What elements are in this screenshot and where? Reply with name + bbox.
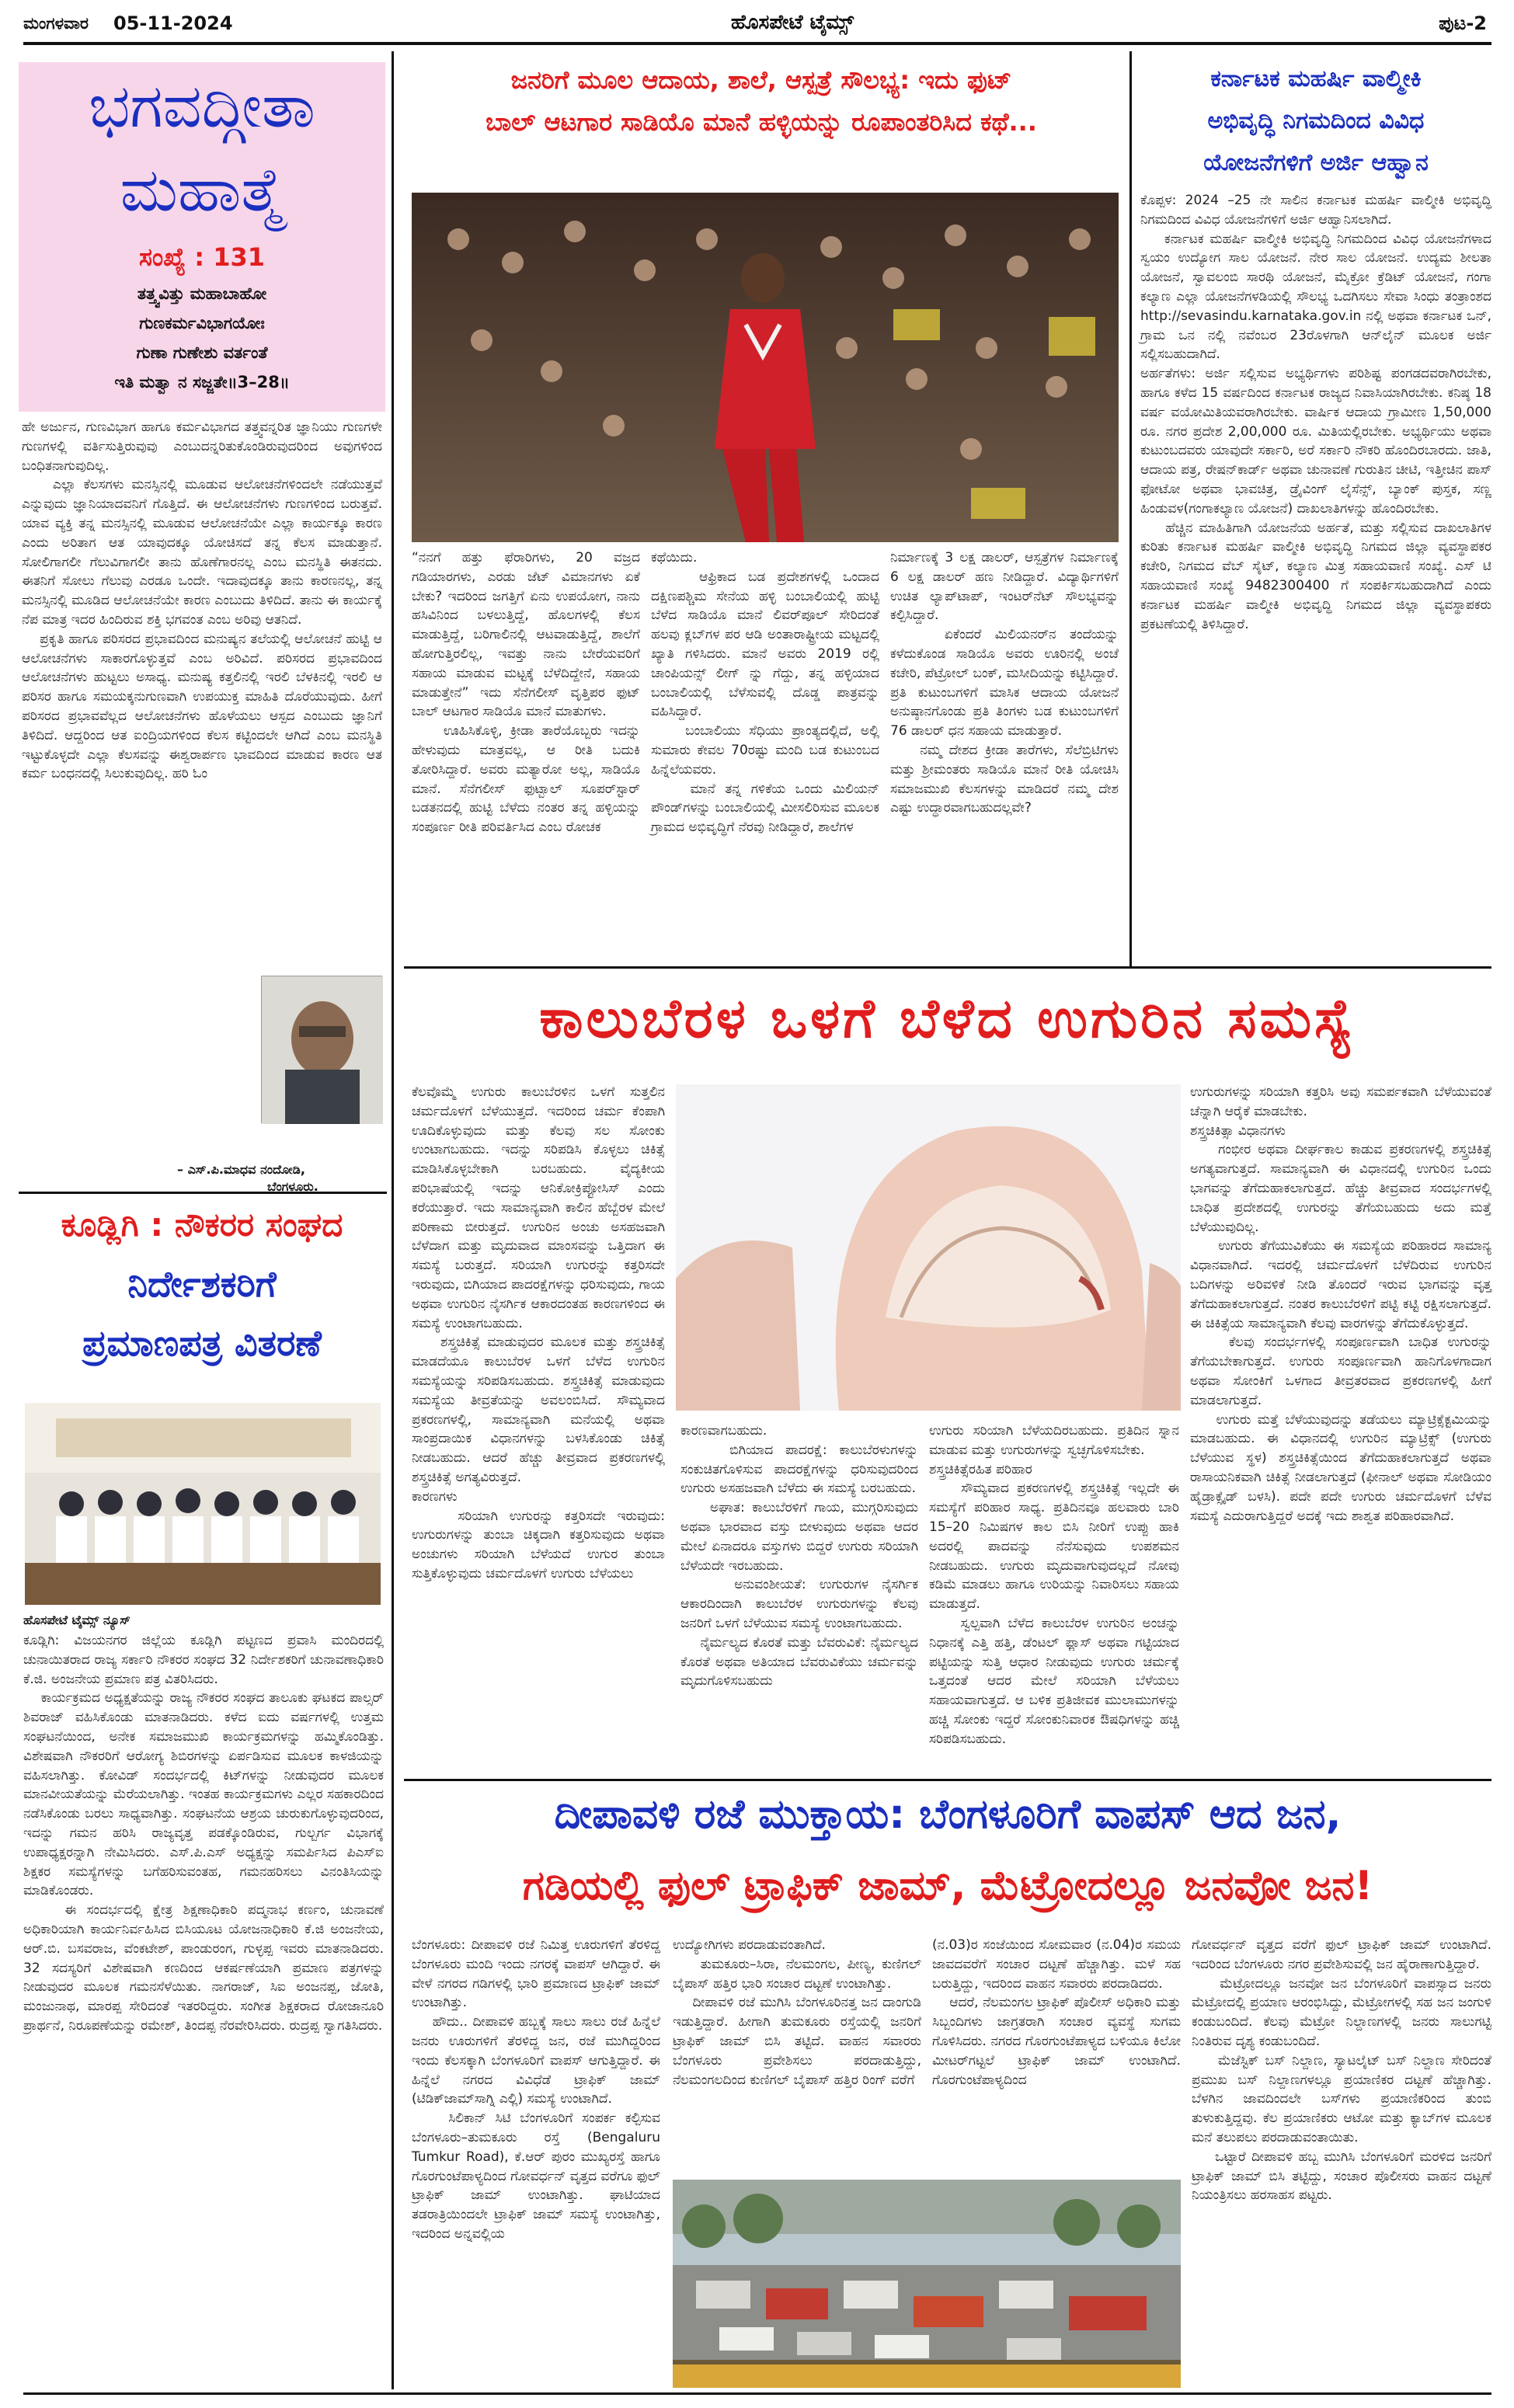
gita-body-text: ಹೇ ಅರ್ಜುನ, ಗುಣವಿಭಾಗ ಹಾಗೂ ಕರ್ಮವಿಭಾಗದ ತತ್ತ್ವವನ್ನರಿತ ಜ್ಞಾನಿಯು ಗುಣಗಳೇ ಗುಣಗಳಲ್ಲಿ ವರ್ತಿಸುತ್ತಿರುವುವು ಎಂಬುದನ್ನರಿತುಕೊಂಡಿರುವುದರಿಂದ ಅವುಗಳಿಂದ ಬಂಧಿತನಾಗುವುದಿಲ್ಲ. ಎಲ್ಲಾ ಕೆಲಸಗಳು ಮನಸ್ಸಿನಲ್ಲಿ ಮೂಡುವ ಆಲೋಚನೆಗಳಿಂದಲೇ ನಡೆಯುತ್ತವೆ ಎನ್ನುವುದು ಜ್ಞಾನಿಯಾದವನಿಗೆ ಗೊತ್ತಿದೆ. ಈ ಆಲೋಚನೆಗಳು ಗುಣಗಳಿಂದ ಬರುತ್ತವೆ. ಯಾವ ವ್ಯಕ್ತಿ ತನ್ನ ಮನಸ್ಸಿನಲ್ಲಿ ಮೂಡುವ ಆಲೋಚನೆಯೇ ಎಲ್ಲಾ ಕಾರ್ಯಕ್ಕೂ ಕಾರಣ ಎಂದು ಅರಿತಾಗ ಆತ ಯಾವುದಕ್ಕೂ ಯೋಚಿಸದೆ ತನ್ನ ಕೆಲಸ ಮಾಡುತ್ತಾನೆ. ಸೋಲಿಗಾಗಲೀ ಗೆಲುವಿಗಾಗಲೀ ತಾನು ಹೊಣೆಗಾರನಲ್ಲ ಎಂಬ ಮನಸ್ಥಿತಿ ಈತನದು. ಈತನಿಗೆ ಸೋಲು ಗೆಲುವು ಎರಡೂ ಒಂದೇ. ಇದಾವುದಕ್ಕೂ ತಾನು ಕಾರಣನಲ್ಲ, ತನ್ನ ಮನಸ್ಸಿನಲ್ಲಿ ಮೂಡಿದ ಆಲೋಚನೆಯೇ ಕಾರಣ ಎಂಬುದು ತಿಳಿದಿದೆ. ತಾನು ಈ ಕಾರ್ಯಕ್ಕೆ ನೆಪ ಮಾತ್ರ ಇದರ ಹಿಂದಿರುವ ಶಕ್ತಿ ಭಗವಂತ ಎಂಬ ಅರಿವು ಆತನಿದೆ. ಪ್ರಕೃತಿ ಹಾಗೂ ಪರಿಸರದ ಪ್ರಭಾವದಿಂದ ಮನುಷ್ಯನ ತಲೆಯಲ್ಲಿ ಆಲೋಚನೆ ಹುಟ್ಟಿ ಆ ಆಲೋಚನೆಗಳು ಸಾಕಾರಗೊಳ್ಳುತ್ತವೆ ಎಂಬ ಅರಿವಿದೆ. ಪರಿಸರದ ಪ್ರಭಾವದಿಂದ ಆಲೋಚನೆಗಳು ಹುಟ್ಟಲು ಅಸಾಧ್ಯ. ಮನುಷ್ಯ ಕತ್ತಲಿನಲ್ಲಿ ಇರಲಿ ಬೆಳಕಿನಲ್ಲಿ ಇರಲಿ ಆ ಪರಿಸರ ಹಾಗೂ ಸಮಯಕ್ಕನುಗುಣವಾಗಿ ಉಪಯುಕ್ತ ಮಾಹಿತಿ ದೊರೆಯುವುದು. ಹೀಗೆ ಪರಿಸರದ ಪ್ರಭಾವವೆಲ್ಲದ ಆಲೋಚನೆಗಳು ಹೊಳೆಯಲು ಆಸ್ಪದ ಎಂಬುದು ಜ್ಞಾನಿಗೆ ತಿಳಿದಿದೆ. ಆದ್ದರಿಂದ ಆತ ಐಂದ್ರಿಯಗಳಿಂದ ಕೆಲಸ ಕಟ್ಟಿಂದಲೇ ಆಗಿದೆ ಎಂಬ ಮನಸ್ಥಿತಿ ಇಟ್ಟುಕೊಳ್ಳದೇ ಎಲ್ಲಾ ಕೆಲಸವನ್ನು ಈಶ್ವರಾರ್ಪಣ ಭಾವದಿಂದ ಮಾಡುವ ಕಾರಣ ಆತ ಕರ್ಮ ಬಂಧನದಲ್ಲಿ ಸಿಲುಕುವುದಿಲ್ಲ. ಹರಿ ಓಂ — [22, 419, 382, 782]
valmiki-headline-2: ಅಭಿವೃದ್ಧಿ ನಿಗಮದಿಂದ ವಿವಿಧ — [1207, 107, 1425, 134]
divider-nail-bottom — [404, 1779, 1491, 1781]
masthead-page-number: ಪುಟ-2 — [1439, 12, 1487, 34]
gita-verse-line-1: ತತ್ತ್ವವಿತ್ತು ಮಹಾಬಾಹೋ — [137, 284, 267, 303]
divider-football-bottom — [404, 966, 1491, 969]
nail-col-4: ಉಗುರುಗಳನ್ನು ಸರಿಯಾಗಿ ಕತ್ತರಿಸಿ ಅವು ಸಮರ್ಪಕವಾಗಿ ಬೆಳೆಯುವಂತೆ ಚೆನ್ನಾಗಿ ಆರೈಕೆ ಮಾಡಬೇಕು. ಶಸ್ತ್ರಚಿಕಿತ್ಸಾ ವಿಧಾನಗಳು ಗಂಭೀರ ಅಥವಾ ದೀರ್ಘಕಾಲ ಕಾಡುವ ಪ್ರಕರಣಗಳಲ್ಲಿ ಶಸ್ತ್ರಚಿಕಿತ್ಸೆ ಅಗತ್ಯವಾಗುತ್ತದೆ. ಸಾಮಾನ್ಯವಾಗಿ ಈ ವಿಧಾನದಲ್ಲಿ ಉಗುರಿನ ಒಂದು ಭಾಗವನ್ನು ತೆಗೆದುಹಾಕಲಾಗುತ್ತದೆ. ಹೆಚ್ಚು ತೀವ್ರವಾದ ಸಂದರ್ಭಗಳಲ್ಲಿ ಬಾಧಿತ ಪ್ರದೇಶದಲ್ಲಿ ಉಗುರನ್ನು ತೆಗೆಯಬಹುದು ಅದು ಮತ್ತೆ ಬೆಳೆಯುವುದಿಲ್ಲ. ಉಗುರು ತೆಗೆಯುವಿಕೆಯು ಈ ಸಮಸ್ಯೆಯ ಪರಿಹಾರದ ಸಾಮಾನ್ಯ ವಿಧಾನವಾಗಿದೆ. ಇದರಲ್ಲಿ ಚರ್ಮದೊಳಗೆ ಬೆಳೆದಿರುವ ಉಗುರಿನ ಬದಿಗಳನ್ನು ಅರಿವಳಿಕೆ ನೀಡಿ ತೊಂದರೆ ಇರುವ ಭಾಗವನ್ನು ವೃತ್ತ ತೆಗೆದುಹಾಕಲಾಗುತ್ತದೆ. ನಂತರ ಕಾಲುಬೆರಳಿಗೆ ಪಟ್ಟಿ ಕಟ್ಟಿ ರಕ್ಷಿಸಲಾಗುತ್ತದೆ. ಈ ಚಿಕಿತ್ಸೆಯ ಸಾಮಾನ್ಯವಾಗಿ ಕೆಲವು ವಾರಗಳನ್ನು ತೆಗೆದುಕೊಳ್ಳುತ್ತದೆ. ಕೆಲವು ಸಂದರ್ಭಗಳಲ್ಲಿ ಸಂಪೂರ್ಣವಾಗಿ ಬಾಧಿತ ಉಗುರನ್ನು ತೆಗೆಯಬೇಕಾಗುತ್ತದೆ. ಉಗುರು ಸಂಪೂರ್ಣವಾಗಿ ಹಾನಿಗೊಳಗಾದಾಗ ಅಥವಾ ಸೋಂಕಿಗೆ ಒಳಗಾದ ತೀವ್ರತರವಾದ ಪ್ರಕರಣಗಳಲ್ಲಿ ಹೀಗೆ ಮಾಡಲಾಗುತ್ತದೆ. ಉಗುರು ಮತ್ತೆ ಬೆಳೆಯುವುದನ್ನು ತಡೆಯಲು ಮ್ಯಾಟ್ರಿಕ್ಸೆಕ್ಟಮಿಯನ್ನು ಮಾಡಬಹುದು. ಈ ವಿಧಾನದಲ್ಲಿ ಉಗುರಿನ ಮ್ಯಾಟ್ರಿಕ್ಸ್ (ಉಗುರು ಬೆಳೆಯುವ ಸ್ಥಳ) ಶಸ್ತ್ರಚಿಕಿತ್ಸೆಯಿಂದ ತೆಗೆದುಹಾಕಲಾಗುತ್ತದೆ ಅಥವಾ ರಾಸಾಯನಿಕವಾಗಿ ಚಿಕಿತ್ಸೆ ನೀಡಲಾಗುತ್ತದೆ (ಫೀನಾಲ್ ಅಥವಾ ಸೋಡಿಯಂ ಹೈಡ್ರಾಕ್ಸೈಡ್ ಬಳಸಿ). ಪದೇ ಪದೇ ಉಗುರು ಚರ್ಮದೊಳಗೆ ಬೆಳೆವ ಸಮಸ್ಯೆ ಎದುರಾಗುತ್ತಿದ್ದರೆ ಅದಕ್ಕೆ ಇದು ಶಾಶ್ವತ ಪರಿಹಾರವಾಗಿದೆ. — [1190, 1084, 1491, 1524]
gita-body-wrap — [22, 418, 382, 1055]
masthead-day: ಮಂಗಳವಾರ — [23, 14, 89, 33]
kudligi-body-text: ಕೂಡ್ಲಿಗಿ: ವಿಜಯನಗರ ಜಿಲ್ಲೆಯ ಕೂಡ್ಲಿಗಿ ಪಟ್ಟಣದ ಪ್ರವಾಸಿ ಮಂದಿರದಲ್ಲಿ ಚುನಾಯಿತರಾದ ರಾಜ್ಯ ಸರ್ಕಾರಿ ನೌಕರರ ಸಂಘದ 32 ನಿರ್ದೇಶಕರಿಗೆ ಚುನಾವಣಾಧಿಕಾರಿ ಕೆ.ಜಿ. ಅಂಜನೇಯ ಪ್ರಮಾಣ ಪತ್ರ ವಿತರಿಸಿದರು. ಕಾರ್ಯಕ್ರಮದ ಅಧ್ಯಕ್ಷತೆಯನ್ನು ರಾಜ್ಯ ನೌಕರರ ಸಂಘದ ತಾಲೂಕು ಘಟಕದ ಪಾಲ್ಸರ್ ಶಿವರಾಜ್ ವಹಿಸಿಕೊಂಡು ಮಾತನಾಡಿದರು. ಕಳೆದ ಐದು ವರ್ಷಗಳಲ್ಲಿ ಉತ್ತಮ ಸಂಘಟನೆಯಿಂದ, ಅನೇಕ ಸಮಾಜಮುಖಿ ಕಾರ್ಯಕ್ರಮಗಳನ್ನು ಹಮ್ಮಿಕೊಂಡಿತ್ತು. ವಿಶೇಷವಾಗಿ ನೌಕರರಿಗೆ ಆರೋಗ್ಯ ಶಿಬಿರಗಳನ್ನು ಏರ್ಪಡಿಸುವ ಮೂಲಕ ಕಾಳಜಿಯನ್ನು ವಹಿಸಲಾಗಿತ್ತು. ಕೋವಿಡ್ ಸಂದರ್ಭದಲ್ಲಿ ಕಿಟ್‌ಗಳನ್ನು ನೀಡುವುದರ ಮೂಲಕ ಮಾನವೀಯತೆಯನ್ನು ಮೆರೆಯಲಾಗಿತ್ತು. ಇಂತಹ ಕಾರ್ಯಕ್ರಮಗಳು ಎಲ್ಲರ ಸಹಕಾರದಿಂದ ನಡೆಸಿಕೊಂಡು ಬರಲು ಸಾಧ್ಯವಾಗಿತ್ತು. ಸಂಘಟನೆಯ ಆಶ್ರಯ ಚುರುಕುಗೊಳ್ಳುವುದರಿಂದ, ಇದನ್ನು ಗಮನ ಹರಿಸಿ ರಾಜ್ಯವೃತ್ತ ಪಡಕ್ಕೊಂಡಿರುವ, ಗುಲ್ಬರ್ಗ ವಿಭಾಗಕ್ಕೆ ಉಪಾಧ್ಯಕ್ಷರನ್ನಾಗಿ ನೇಮಿಸಿದರು. ಎಸ್.ಪಿ.ಎಸ್ ಅಧ್ಯಕ್ಷನ್ನು ಸಮರ್ಪಿಸಿದ ಪಿಎಸ್ಐ ಶಿಕ್ಷಕರ ಸಮಸ್ಯೆಗಳನ್ನು ಬಗೆಹರಿಸುವಂತಹ, ಗಮನಹರಿಸಲು ವಿನಂತಿಸಿಯನ್ನು ಮಾಡಿಕೊಂಡರು. ಈ ಸಂದರ್ಭದಲ್ಲಿ ಕ್ಷೇತ್ರ ಶಿಕ್ಷಣಾಧಿಕಾರಿ ಪದ್ಮನಾಭ ಕರ್ಣಂ, ಚುನಾವಣೆ ಅಧಿಕಾರಿಯಾಗಿ ಕಾರ್ಯನಿರ್ವಹಿಸಿದ ಬಿಸಿಯೂಟ ಯೋಜನಾಧಿಕಾರಿ ಕೆ.ಜಿ ಅಂಜನೇಯ, ಆರ್.ಬಿ. ಬಸವರಾಜ, ವೆಂಕಟೇಶ್, ಪಾಂಡುರಂಗ, ಗುಳ್ಳಪ್ಪ ಇವರು ಮಾತನಾಡಿದರು. 32 ಸದಸ್ಯರಿಗೆ ವಿಶೇಷವಾಗಿ ಕಣದಿಂದ ಆಕರ್ಷಣೆಯಾಗಿ ಪ್ರಮಾಣ ಪತ್ರಗಳನ್ನು ನೀಡುವುದರ ಮೂಲಕ ಗಮನಸೆಳೆಯಿತು. ನಾಗರಾಜ್, ಸಿಐ ಅಂಜನಪ್ಪ, ಜೋತಿ, ಮಂಜುನಾಥ, ಮಾರಪ್ಪ ಸೇರಿದಂತೆ ಇತರರಿದ್ದರು. ಸಂಗೀತ ಶಿಕ್ಷಕರಾದ ರೋಜಾನೂರಿ ಪ್ರಾರ್ಥನೆ, ನಿರೂಪಣೆಯನ್ನು ರಮೇಶ್, ತಿಂದಪ್ಪ ನೆರವೇರಿಸಿದರು. ರುದ್ರಪ್ಪ ಸ್ವಾಗತಿಸಿದರು. — [23, 1633, 384, 2034]
deepavali-headline-2: ಗಡಿಯಲ್ಲಿ ಫುಲ್ ಟ್ರಾಫಿಕ್ ಜಾಮ್, ಮೆಟ್ರೋದಲ್ಲೂ ಜನವೋ ಜನ! — [522, 1863, 1373, 1909]
gita-author-place: ಬೆಂಗಳೂರು. — [267, 1179, 318, 1194]
valmiki-headline-1: ಕರ್ನಾಟಕ ಮಹರ್ಷಿ ವಾಲ್ಮೀಕಿ — [1210, 65, 1422, 92]
divider-gita-bottom — [19, 1192, 387, 1194]
gita-verse-line-4: ಇತಿ ಮತ್ವಾ ನ ಸಜ್ಜತೇ॥3–28॥ — [114, 373, 290, 391]
deepavali-traffic-photo — [673, 2180, 1181, 2388]
masthead-paper-name: ಹೊಸಪೇಟೆ ಟೈಮ್ಸ್ — [730, 11, 854, 34]
divider-left — [392, 51, 394, 2389]
deepavali-col-1: ಬೆಂಗಳೂರು: ದೀಪಾವಳಿ ರಜೆ ನಿಮಿತ್ತ ಊರುಗಳಿಗೆ ತೆರಳಿದ್ದ ಬೆಂಗಳೂರು ಮಂದಿ ಇಂದು ನಗರಕ್ಕೆ ವಾಪಸ್ ಆಗಿದ್ದಾರೆ. ಈ ವೇಳೆ ನಗರದ ಗಡಿಗಳಲ್ಲಿ ಭಾರಿ ಪ್ರಮಾಣದ ಟ್ರಾಫಿಕ್ ಜಾಮ್ ಉಂಟಾಗಿತ್ತು. ಹೌದು.. ದೀಪಾವಳಿ ಹಬ್ಬಕ್ಕೆ ಸಾಲು ಸಾಲು ರಜೆ ಹಿನ್ನೆಲೆ ಜನರು ಊರುಗಳಿಗೆ ತೆರಳಿದ್ದ ಜನ, ರಜೆ ಮುಗಿದ್ದರಿಂದ ಇಂದು ಕೆಲಸಕ್ಕಾಗಿ ಬೆಂಗಳೂರಿಗೆ ವಾಪಸ್ ಆಗುತ್ತಿದ್ದಾರೆ. ಈ ಹಿನ್ನೆಲೆ ನಗರದ ವಿವಿಧೆಡೆ ಟ್ರಾಫಿಕ್ ಜಾಮ್ (ಟಿಡಿಕ್‌ಜಾಮ್‌ಸಾಗ್ನಿ ಎಲ್ಲಿ) ಸಮಸ್ಯೆ ಉಂಟಾಗಿದೆ. ಸಿಲಿಕಾನ್ ಸಿಟಿ ಬೆಂಗಳೂರಿಗೆ ಸಂಪರ್ಕ ಕಲ್ಪಿಸುವ ಬೆಂಗಳೂರು–ತುಮಕೂರು ರಸ್ತೆ (Bengaluru Tumkur Road), ಕೆ.ಆರ್ ಪುರಂ ಮುಖ್ಯರಸ್ತೆ ಹಾಗೂ ಗೊರಗುಂಟೆಪಾಳ್ಯದಿಂದ ಗೋವರ್ಧನ್ ವೃತ್ತದ ವರೆಗೂ ಫುಲ್ ಟ್ರಾಫಿಕ್ ಜಾಮ್ ಉಂಟಾಗಿತ್ತು. ಘಾಟಿಯಾದ ತಡರಾತ್ರಿಯಿಂದಲೇ ಟ್ರಾಫಿಕ್ ಜಾಮ್ ಸಮಸ್ಯೆ ಉಂಟಾಗಿತ್ತು, ಇದರಿಂದ ಅನ್ನವಲ್ಲಿಯ — [412, 1937, 660, 2242]
football-headline-2: ಬಾಲ್ ಆಟಗಾರ ಸಾಡಿಯೊ ಮಾನೆ ಹಳ್ಳಿಯನ್ನು ರೂಪಾಂತರಿಸಿದ ಕಥೆ... — [486, 107, 1037, 137]
kudligi-headline-3: ಪ್ರಮಾಣಪತ್ರ ವಿತರಣೆ — [82, 1322, 322, 1364]
football-col-1: “ನನಗೆ ಹತ್ತು ಫೆರಾರಿಗಳು, 20 ವಜ್ರದ ಗಡಿಯಾರಗಳು, ಎರಡು ಜೆಟ್ ವಿಮಾನಗಳು ಏಕೆ ಬೇಕು? ಇದರಿಂದ ಜಗತ್ತಿಗೆ ಏನು ಉಪಯೋಗ, ನಾನು ಹಸಿವಿನಿಂದ ಬಳಲುತ್ತಿದ್ದೆ, ಹೊಲಗಳಲ್ಲಿ ಕೆಲಸ ಮಾಡುತ್ತಿದ್ದೆ, ಬರಿಗಾಲಿನಲ್ಲಿ ಆಟವಾಡುತ್ತಿದ್ದೆ, ಶಾಲೆಗೆ ಹೋಗುತ್ತಿರಲಿಲ್ಲ, ಇವತ್ತು ನಾನು ಬೇರೆಯವರಿಗೆ ಸಹಾಯ ಮಾಡುವ ಮಟ್ಟಕ್ಕೆ ಬೆಳೆದಿದ್ದೇನೆ, ಸಹಾಯ ಮಾಡುತ್ತೇನೆ” ಇದು ಸೆನೆಗಲೀಸ್ ವೃತ್ತಿಪರ ಫುಟ್ ಬಾಲ್ ಆಟಗಾರ ಸಾಡಿಯೊ ಮಾನೆ ಮಾತುಗಳು. ಊಹಿಸಿಕೊಳ್ಳಿ, ಕ್ರೀಡಾ ತಾರೆಯೊಬ್ಬರು ಇದನ್ನು ಹೇಳುವುದು ಮಾತ್ರವಲ್ಲ, ಆ ರೀತಿ ಬದುಕಿ ತೋರಿಸಿದ್ದಾರೆ. ಅವರು ಮತ್ಯಾರೋ ಅಲ್ಲ, ಸಾಡಿಯೊ ಮಾನೆ. ಸೆನೆಗಲೀಸ್ ಫುಟ್ಬಾಲ್ ಸೂಪರ್‌ಸ್ಟಾರ್ ಬಡತನದಲ್ಲಿ ಹುಟ್ಟಿ ಬೆಳೆದು ನಂತರ ತನ್ನ ಹಳ್ಳಿಯನ್ನು ಸಂಪೂರ್ಣ ರೀತಿ ಪರಿವರ್ತಿಸಿದ ಎಂಬ ರೋಚಕ — [412, 550, 640, 836]
footer-rule — [23, 2392, 1491, 2395]
valmiki-headline-3: ಯೋಜನೆಗಳಿಗೆ ಅರ್ಜಿ ಆಹ್ವಾನ — [1203, 149, 1429, 176]
masthead — [23, 11, 1491, 39]
football-col-2: ಕಥೆಯಿದು. ಆಫ್ರಿಕಾದ ಬಡ ಪ್ರದೇಶಗಳಲ್ಲಿ ಒಂದಾದ ದಕ್ಷಿಣಪಶ್ಚಿಮ ಸೇನೆಯ ಹಳ್ಳಿ ಬಂಬಾಲಿಯಲ್ಲಿ ಹುಟ್ಟಿ ಬೆಳೆದ ಸಾಡಿಯೊ ಮಾನೆ ಲಿವರ್‌ಪೂಲ್ ಸೇರಿದಂತೆ ಹಲವು ಕ್ಲಬ್‌ಗಳ ಪರ ಆಡಿ ಅಂತಾರಾಷ್ಟ್ರೀಯ ಮಟ್ಟದಲ್ಲಿ ಖ್ಯಾತಿ ಗಳಿಸಿದರು. ಮಾನೆ ಅವರು 2019 ರಲ್ಲಿ ಚಾಂಪಿಯನ್ಸ್ ಲೀಗ್ ನ್ನು ಗೆದ್ದು, ತನ್ನ ಹಳ್ಳಿಯಾದ ಬಂಬಾಲಿಯಲ್ಲಿ ಬೆಳೆಸುವಲ್ಲಿ ದೊಡ್ಡ ಪಾತ್ರವನ್ನು ವಹಿಸಿದ್ದಾರೆ. ಬಂಬಾಲಿಯು ಸೆಧಿಯು ಪ್ರಾಂತ್ಯದಲ್ಲಿದೆ, ಅಲ್ಲಿ ಸುಮಾರು ಕೇವಲ 70ರಷ್ಟು ಮಂದಿ ಬಡ ಕುಟುಂಬದ ಹಿನ್ನೆಲೆಯವರು. ಮಾನೆ ತನ್ನ ಗಳಿಕೆಯ ಒಂದು ಮಿಲಿಯನ್ ಪೌಂಡ್‌ಗಳನ್ನು ಬಂಬಾಲಿಯಲ್ಲಿ ಮೀಸಲಿರಿಸುವ ಮೂಲಕ ಗ್ರಾಮದ ಅಭಿವೃದ್ಧಿಗೆ ನೆರವು ನೀಡಿದ್ದಾರೆ, ಶಾಲೆಗಳ — [651, 550, 879, 836]
gita-verse-number: ಸಂಖ್ಯೆ : 131 — [138, 242, 266, 272]
football-col-3: ನಿರ್ಮಾಣಕ್ಕೆ 3 ಲಕ್ಷ ಡಾಲರ್, ಆಸ್ಪತ್ರೆಗಳ ನಿರ್ಮಾಣಕ್ಕೆ 6 ಲಕ್ಷ ಡಾಲರ್ ಹಣ ನೀಡಿದ್ದಾರೆ. ವಿದ್ಯಾರ್ಥಿಗಳಿಗೆ ಉಚಿತ ಲ್ಯಾಪ್‌ಟಾಪ್, ಇಂಟರ್‌ನೆಟ್ ಸೌಲಭ್ಯವನ್ನು ಕಲ್ಪಿಸಿದ್ದಾರೆ. ಏಕೆಂದರೆ ಮಿಲಿಯನರ್‌ನ ತಂದೆಯನ್ನು ಕಳೆದುಕೊಂಡ ಸಾಡಿಯೊ ಅವರು ಊರಿನಲ್ಲಿ ಅಂಚೆ ಕಚೇರಿ, ಪೆಟ್ರೋಲ್ ಬಂಕ್, ಮಸೀದಿಯನ್ನು ಕಟ್ಟಿಸಿದ್ದಾರೆ. ಪ್ರತಿ ಕುಟುಂಬಗಳಿಗೆ ಮಾಸಿಕ ಆದಾಯ ಯೋಜನೆ ಅನುಷ್ಠಾನಗೊಂಡು ಪ್ರತಿ ತಿಂಗಳು ಬಡ ಕುಟುಂಬಗಳಿಗೆ 76 ಡಾಲರ್ ಧನ ಸಹಾಯ ಮಾಡುತ್ತಾರೆ. ನಮ್ಮ ದೇಶದ ಕ್ರೀಡಾ ತಾರೆಗಳು, ಸೆಲೆಬ್ರಿಟಿಗಳು ಮತ್ತು ಶ್ರೀಮಂತರು ಸಾಡಿಯೊ ಮಾನೆ ರೀತಿ ಯೋಚಿಸಿ ಸಮಾಜಮುಖಿ ಕೆಲಸಗಳನ್ನು ಮಾಡಿದರೆ ನಮ್ಮ ದೇಶ ಎಷ್ಟು ಉದ್ಧಾರವಾಗಬಹುದಲ್ಲವೇ? — [890, 550, 1119, 816]
deepavali-col-3: (ನ.03)ರ ಸಂಜೆಯಿಂದ ಸೋಮವಾರ (ನ.04)ರ ಸಮಯ ಜಾವದವರೆಗೆ ಸಂಚಾರ ದಟ್ಟಣೆ ಹೆಚ್ಚಾಗಿತ್ತು. ಮಳೆ ಸಹ ಬರುತ್ತಿದ್ದು, ಇದರಿಂದ ವಾಹನ ಸವಾರರು ಪರದಾಡಿದರು. ಆದರೆ, ನೆಲಮಂಗಲ ಟ್ರಾಫಿಕ್ ಪೊಲೀಸ್ ಅಧಿಕಾರಿ ಮತ್ತು ಸಿಬ್ಬಂದಿಗಳು ಜಾಗ್ರತರಾಗಿ ಸಂಚಾರ ವ್ಯವಸ್ಥೆ ಸುಗಮ ಗೊಳಿಸಿದರು. ನಗರದ ಗೊರಗುಂಟೆಪಾಳ್ಯದ ಬಳಿಯೂ ಕಿಲೋ ಮೀಟರ್‌ಗಟ್ಟಲೆ ಟ್ರಾಫಿಕ್ ಜಾಮ್ ಉಂಟಾಗಿದೆ. ಗೊರಗುಂಟೆಪಾಳ್ಯದಿಂದ — [932, 1937, 1181, 2088]
kudligi-group-photo — [25, 1403, 381, 1605]
gita-title-line-2: ಮಹಾತ್ಮೆ — [120, 155, 284, 225]
gita-title-line-1: ಭಗವದ್ಗೀತಾ — [89, 71, 315, 141]
football-headline-1: ಜನರಿಗೆ ಮೂಲ ಆದಾಯ, ಶಾಲೆ, ಆಸ್ಪತ್ರೆ ಸೌಲಭ್ಯ: ಇದು ಫುಟ್ — [510, 65, 1012, 95]
nail-col-2: ಕಾರಣವಾಗಬಹುದು. ಬಿಗಿಯಾದ ಪಾದರಕ್ಷೆ: ಕಾಲುಬೆರಳುಗಳನ್ನು ಸಂಕುಚಿತಗೊಳಿಸುವ ಪಾದರಕ್ಷೆಗಳನ್ನು ಧರಿಸುವುದರಿಂದ ಉಗುರು ಅಸಹಜವಾಗಿ ಬೆಳೆದು ಈ ಸಮಸ್ಯೆ ಬರಬಹುದು. ಅಘಾತ: ಕಾಲುಬೆರಳಿಗೆ ಗಾಯ, ಮುಗ್ಗರಿಸುವುದು ಅಥವಾ ಭಾರವಾದ ವಸ್ತು ಬೀಳುವುದು ಅಥವಾ ಆದರ ಮೇಲೆ ಏನಾದರೂ ವಸ್ತುಗಳು ಬಿದ್ದರೆ ಉಗುರು ಸರಿಯಾಗಿ ಬೆಳೆಯದೇ ಇರಬಹುದು. ಅನುವಂಶೀಯತೆ: ಉಗುರುಗಳ ನೈಸರ್ಗಿಕ ಆಕಾರದಿಂದಾಗಿ ಕಾಲುಬೆರಳ ಉಗುರುಗಳನ್ನು ಕೆಲವು ಜನರಿಗೆ ಒಳಗೆ ಬೆಳೆಯುವ ಸಮಸ್ಯೆ ಉಂಟಾಗಬಹುದು. ನೈರ್ಮಲ್ಯದ ಕೊರತೆ ಮತ್ತು ಬೆವರುವಿಕೆ: ನೈರ್ಮಲ್ಯದ ಕೊರತೆ ಅಥವಾ ಅತಿಯಾದ ಬೆವರುವಿಕೆಯು ಚರ್ಮವನ್ನು ಮೃದುಗೊಳಿಸಬಹುದು — [680, 1423, 918, 1689]
divider-right-top — [1129, 51, 1132, 966]
gita-author: – ಎಸ್.ಪಿ.ಮಾಧವ ನಂದೋಡಿ, — [177, 1162, 305, 1177]
nail-toe-photo — [676, 1084, 1181, 1411]
gita-verse-line-2: ಗುಣಕರ್ಮವಿಭಾಗಯೋಃ — [139, 314, 265, 332]
gita-verse-line-3: ಗುಣಾ ಗುಣೇಶು ವರ್ತಂತೆ — [136, 343, 268, 362]
masthead-date: 05-11-2024 — [113, 12, 233, 34]
nail-col-1: ಕೆಲವೊಮ್ಮೆ ಉಗುರು ಕಾಲುಬೆರಳಿನ ಒಳಗೆ ಸುತ್ತಲಿನ ಚರ್ಮದೊಳಗೆ ಬೆಳೆಯುತ್ತದೆ. ಇದರಿಂದ ಚರ್ಮ ಕೆಂಪಾಗಿ ಊದಿಕೊಳ್ಳುವುದು ಮತ್ತು ಕೆಲವು ಸಲ ಸೋಂಕು ಉಂಟಾಗಬಹುದು. ಇದನ್ನು ಸರಿಪಡಿಸಿ ಕೊಳ್ಳಲು ಚಿಕಿತ್ಸೆ ಮಾಡಿಸಿಕೊಳ್ಳಬೇಕಾಗಿ ಬರಬಹುದು. ವೈದ್ಯಕೀಯ ಪರಿಭಾಷೆಯಲ್ಲಿ ಇದನ್ನು ಆನಿಕೋಕ್ರಿಪ್ಟೋಸಿಸ್ ಎಂದು ಕರೆಯುತ್ತಾರೆ. ಇದು ಸಾಮಾನ್ಯವಾಗಿ ಕಾಲಿನ ಹೆಬ್ಬೆರಳ ಮೇಲೆ ಪರಿಣಾಮ ಬೀರುತ್ತದೆ. ಉಗುರಿನ ಅಂಚು ಅಸಹಜವಾಗಿ ಬೆಳೆದಾಗ ಮತ್ತು ಮೃದುವಾದ ಮಾಂಸವನ್ನು ಒತ್ತಿದಾಗ ಈ ಸಮಸ್ಯೆ ಬರುತ್ತದೆ. ಸರಿಯಾಗಿ ಉಗುರನ್ನು ಕತ್ತರಿಸದೇ ಇರುವುದು, ಬಿಗಿಯಾದ ಪಾದರಕ್ಷೆಗಳನ್ನು ಧರಿಸುವುದು, ಗಾಯ ಅಥವಾ ಉಗುರಿನ ನೈಸರ್ಗಿಕ ಆಕಾರದಂತಹ ಕಾರಣಗಳಿಂದ ಈ ಸಮಸ್ಯೆ ಉಂಟಾಗಬಹುದು. ಶಸ್ತ್ರಚಿಕಿತ್ಸೆ ಮಾಡುವುದರ ಮೂಲಕ ಮತ್ತು ಶಸ್ತ್ರಚಿಕಿತ್ಸೆ ಮಾಡದೆಯೂ ಕಾಲುಬೆರಳ ಒಳಗೆ ಬೆಳೆದ ಉಗುರಿನ ಸಮಸ್ಯೆಯನ್ನು ಸರಿಪಡಿಸಬಹುದು. ಶಸ್ತ್ರಚಿಕಿತ್ಸೆ ಮಾಡುವುದು ಸಮಸ್ಯೆಯ ತೀವ್ರತೆಯನ್ನು ಅವಲಂಬಿಸಿದೆ. ಸೌಮ್ಯವಾದ ಪ್ರಕರಣಗಳಲ್ಲಿ, ಸಾಮಾನ್ಯವಾಗಿ ಮನೆಯಲ್ಲಿ ಅಥವಾ ಸಾಂಪ್ರದಾಯಿಕ ವಿಧಾನಗಳನ್ನು ಬಳಸಿಕೊಂಡು ಚಿಕಿತ್ಸೆ ನೀಡಬಹುದು. ಆದರೆ ಹೆಚ್ಚು ತೀವ್ರವಾದ ಪ್ರಕರಣಗಳಲ್ಲಿ ಶಸ್ತ್ರಚಿಕಿತ್ಸೆ ಅಗತ್ಯವಿರುತ್ತದೆ. ಕಾರಣಗಳು ಸರಿಯಾಗಿ ಉಗುರನ್ನು ಕತ್ತರಿಸದೇ ಇರುವುದು: ಉಗುರುಗಳನ್ನು ತುಂಬಾ ಚಿಕ್ಕದಾಗಿ ಕತ್ತರಿಸುವುದು ಅಥವಾ ಅಂಚುಗಳು ಸರಿಯಾಗಿ ಬೆಳೆಯದೆ ಉಗುರ ತುಂಬಾ ಸುತ್ತಿಕೊಳ್ಳುವುದು ಚರ್ಮದೊಳಗೆ ಉಗುರು ಬೆಳೆಯಲು — [412, 1084, 665, 1582]
deepavali-col-4: ಗೋವರ್ಧನ್ ವೃತ್ತದ ವರೆಗೆ ಫುಲ್ ಟ್ರಾಫಿಕ್ ಜಾಮ್ ಉಂಟಾಗಿದೆ. ಇದರಿಂದ ಬೆಂಗಳೂರು ನಗರ ಪ್ರವೇಶಿಸುವಲ್ಲಿ ಜನ ಹೈರಾಣಾಗುತ್ತಿದ್ದಾರೆ. ಮೆಟ್ರೋದಲ್ಲೂ ಜನವೋ ಜನ ಬೆಂಗಳೂರಿಗೆ ವಾಪಸ್ಸಾದ ಜನರು ಮೆಟ್ರೋದಲ್ಲಿ ಪ್ರಯಾಣ ಆರಂಭಿಸಿದ್ದು, ಮೆಟ್ರೋಗಳಲ್ಲಿ ಸಹ ಜನ ಜಂಗುಳಿ ಕಂಡುಬಂದಿದೆ. ಕೆಲವು ಮೆಟ್ರೋ ನಿಲ್ದಾಣಗಳಲ್ಲಿ ಜನರು ಸಾಲುಗಟ್ಟಿ ನಿಂತಿರುವ ದೃಶ್ಯ ಕಂಡುಬಂದಿದೆ. ಮೆಜೆಸ್ಟಿಕ್ ಬಸ್ ನಿಲ್ದಾಣ, ಸ್ಯಾಟಲೈಟ್ ಬಸ್ ನಿಲ್ದಾಣ ಸೇರಿದಂತೆ ಪ್ರಮುಖ ಬಸ್ ನಿಲ್ದಾಣಗಳಲ್ಲೂ ಪ್ರಯಾಣಿಕರ ದಟ್ಟಣೆ ಹೆಚ್ಚಾಗಿತ್ತು. ಬೆಳಗಿನ ಜಾವದಿಂದಲೇ ಬಸ್‌ಗಳು ಪ್ರಯಾಣಿಕರಿಂದ ತುಂಬಿ ತುಳುಕುತ್ತಿದ್ದವು. ಕೆಲ ಪ್ರಯಾಣಿಕರು ಆಟೋ ಮತ್ತು ಕ್ಯಾಬ್‌ಗಳ ಮೂಲಕ ಮನೆ ತಲುಪಲು ಪರದಾಡುವಂತಾಯಿತು. ಒಟ್ಟಾರೆ ದೀಪಾವಳಿ ಹಬ್ಬ ಮುಗಿಸಿ ಬೆಂಗಳೂರಿಗೆ ಮರಳಿದ ಜನರಿಗೆ ಟ್ರಾಫಿಕ್ ಜಾಮ್ ಬಿಸಿ ತಟ್ಟಿದ್ದು, ಸಂಚಾರ ಪೊಲೀಸರು ವಾಹನ ದಟ್ಟಣೆ ನಿಯಂತ್ರಿಸಲು ಹರಸಾಹಸ ಪಟ್ಟರು. — [1192, 1937, 1492, 2204]
valmiki-body-text: ಕೊಪ್ಪಳ: 2024 –25 ನೇ ಸಾಲಿನ ಕರ್ನಾಟಕ ಮಹರ್ಷಿ ವಾಲ್ಮೀಕಿ ಅಭಿವೃದ್ಧಿ ನಿಗಮದಿಂದ ವಿವಿಧ ಯೋಜನೆಗಳಿಗೆ ಅರ್ಜಿ ಆಹ್ವಾನಿಸಲಾಗಿದೆ. ಕರ್ನಾಟಕ ಮಹರ್ಷಿ ವಾಲ್ಮೀಕಿ ಅಭಿವೃದ್ಧಿ ನಿಗಮದಿಂದ ವಿವಿಧ ಯೋಜನೆಗಳಾದ ಸ್ವಯಂ ಉದ್ಯೋಗ ಸಾಲ ಯೋಜನೆ. ನೇರ ಸಾಲ ಯೋಜನೆ. ಉದ್ಯಮ ಶೀಲತಾ ಯೋಜನೆ, ಸ್ವಾವಲಂಬಿ ಸಾರಥಿ ಯೋಜನೆ, ಮೈಕ್ರೋ ಕ್ರೆಡಿಟ್ ಯೋಜನೆ, ಗಂಗಾ ಕಲ್ಯಾಣ ಎಲ್ಲಾ ಯೋಜನೆಗಳಡಿಯಲ್ಲಿ ಸೌಲಭ್ಯ ಒದಗಿಸಲು ಸೇವಾ ಸಿಂಧು ತಂತ್ರಾಂಶದ http://sevasindu.karnataka.gov.in ನಲ್ಲಿ ಅಥವಾ ಕರ್ನಾಟಕ ಒನ್, ಗ್ರಾಮ ಒನ ನಲ್ಲಿ ನವೆಂಬರ 23ರೊಳಗಾಗಿ ಆನ್‌ಲೈನ್ ಮೂಲಕ ಅರ್ಜಿ ಸಲ್ಲಿಸಬಹುದಾಗಿದೆ. ಅರ್ಹತೆಗಳು: ಅರ್ಜಿ ಸಲ್ಲಿಸುವ ಅಭ್ಯರ್ಥಿಗಳು ಪರಿಶಿಷ್ಟ ಪಂಗಡದವರಾಗಿರಬೇಕು, ಹಾಗೂ ಕಳೆದ 15 ವರ್ಷದಿಂದ ಕರ್ನಾಟಕ ರಾಜ್ಯದ ನಿವಾಸಿಯಾಗಿರಬೇಕು. ಕನಿಷ್ಠ 18 ವರ್ಷ ವಯೋಮಿತಿಯವರಾಗಿರಬೇಕು. ವಾರ್ಷಿಕ ಆದಾಯ ಗ್ರಾಮೀಣ 1,50,000 ರೂ. ನಗರ ಪ್ರದೇಶ 2,00,000 ರೂ. ಮಿತಿಯಲ್ಲಿರಬೇಕು. ಅಭ್ಯರ್ಥಿಯು ಅಥವಾ ಕುಟುಂಬದವರು ಯಾವುದೇ ಸರ್ಕಾರಿ, ಅರೆ ಸರ್ಕಾರಿ ನೌಕರಿ ಹೊಂದಿರಬಾರದು. ಜಾತಿ, ಆದಾಯ ಪತ್ರ, ರೇಷನ್‌ಕಾರ್ಡ್ ಅಥವಾ ಚುನಾವಣೆ ಗುರುತಿನ ಚೀಟಿ, ಇತ್ತೀಚಿನ ಪಾಸ್ ಫೋಟೋ ಅಥವಾ ಭಾವಚಿತ್ರ, ಡ್ರೈವಿಂಗ್ ಲೈಸೆನ್ಸ್, ಬ್ಯಾಂಕ್ ಪುಸ್ತಕ, ಸಣ್ಣ ಹಿಂಡುವಳ(ಗಂಗಾಕಲ್ಯಾಣ ಯೋಜನೆ) ದಾಖಲಾತಿಗಳನ್ನು ಹೊಂದಿರಬೇಕು. ಹೆಚ್ಚಿನ ಮಾಹಿತಿಗಾಗಿ ಯೋಜನೆಯ ಅರ್ಹತೆ, ಮತ್ತು ಸಲ್ಲಿಸುವ ದಾಖಲಾತಿಗಳ ಕುರಿತು ಕರ್ನಾಟಕ ಮಹರ್ಷಿ ವಾಲ್ಮೀಕಿ ಅಭಿವೃದ್ಧಿ ನಿಗಮದ ಜಿಲ್ಲಾ ವ್ಯವಸ್ಥಾಪಕರ ಕಚೇರಿ, ನಿಗಮದ ವೆಬ್ ಸೈಟ್, ಕಲ್ಯಾಣ ಮಿತ್ರ ಸಹಾಯವಾಣಿ ಸಂಖ್ಯೆ. ಎಸ್ ಟಿ ಸಹಾಯವಾಣಿ ಸಂಖ್ಯೆ 9482300400 ಗೆ ಸಂಪರ್ಕಿಸಬಹುದಾಗಿದೆ ಎಂದು ಕರ್ನಾಟಕ ಮಹರ್ಷಿ ವಾಲ್ಮೀಕಿ ಅಭಿವೃದ್ಧಿ ನಿಗಮದ ಜಿಲ್ಲಾ ವ್ಯವಸ್ಥಾಪಕರು ಪ್ರಕಟಣೆಯಲ್ಲಿ ತಿಳಿಸಿದ್ದಾರೆ. — [1140, 193, 1491, 632]
deepavali-col-2: ಉದ್ಯೋಗಿಗಳು ಪರದಾಡುವಂತಾಗಿದೆ. ತುಮಕೂರು–ಸಿರಾ, ನೆಲಮಂಗಲ, ಪೀಣ್ಯ, ಕುಣಿಗಲ್ ಬೈಪಾಸ್ ಹತ್ತಿರ ಭಾರಿ ಸಂಚಾರ ದಟ್ಟಣೆ ಉಂಟಾಗಿತ್ತು. ದೀಪಾವಳಿ ರಜೆ ಮುಗಿಸಿ ಬೆಂಗಳೂರಿನತ್ತ ಜನ ದಾಂಗುಡಿ ಇಡುತ್ತಿದ್ದಾರೆ. ಹೀಗಾಗಿ ತುಮಕೂರು ರಸ್ತೆಯಲ್ಲಿ ಜನರಿಗೆ ಟ್ರಾಫಿಕ್ ಜಾಮ್ ಬಿಸಿ ತಟ್ಟಿದೆ. ವಾಹನ ಸವಾರರು ಬೆಂಗಳೂರು ಪ್ರವೇಶಿಸಲು ಪರದಾಡುತ್ತಿದ್ದು, ನೆಲಮಂಗಲದಿಂದ ಕುಣಿಗಲ್ ಬೈಪಾಸ್ ಹತ್ತಿರ ರಿಂಗ್ ವರೆಗೆ — [673, 1937, 921, 2088]
kudligi-headline-2: ನಿರ್ದೇಶಕರಿಗೆ — [127, 1263, 277, 1305]
deepavali-headline-1: ದೀಪಾವಳಿ ರಜೆ ಮುಕ್ತಾಯ: ಬೆಂಗಳೂರಿಗೆ ವಾಪಸ್ ಆದ ಜನ, — [554, 1791, 1342, 1838]
kudligi-headline-1: ಕೂಡ್ಲಿಗಿ : ನೌಕರರ ಸಂಘದ — [61, 1206, 343, 1244]
football-player-photo — [412, 193, 1119, 542]
nail-col-3: ಉಗುರು ಸರಿಯಾಗಿ ಬೆಳೆಯದಿರಬಹುದು. ಪ್ರತಿದಿನ ಸ್ನಾನ ಮಾಡುವ ಮತ್ತು ಉಗುರುಗಳನ್ನು ಸ್ವಚ್ಛಗೊಳಿಸಬೇಕು. ಶಸ್ತ್ರಚಿಕಿತ್ಸೆರಹಿತ ಪರಿಹಾರ ಸೌಮ್ಯವಾದ ಪ್ರಕರಣಗಳಲ್ಲಿ ಶಸ್ತ್ರಚಿಕಿತ್ಸೆ ಇಲ್ಲದೇ ಈ ಸಮಸ್ಯೆಗೆ ಪರಿಹಾರ ಸಾಧ್ಯ. ಪ್ರತಿದಿನವೂ ಹಲವಾರು ಬಾರಿ 15–20 ನಿಮಿಷಗಳ ಕಾಲ ಬಿಸಿ ನೀರಿಗೆ ಉಪ್ಪು ಹಾಕಿ ಅದರಲ್ಲಿ ಪಾದವನ್ನು ನೆನೆಸುವುದು ಉಪಶಮನ ನೀಡಬಹುದು. ಉಗುರು ಮೃದುವಾಗುವುದಲ್ಲದೆ ನೋವು ಕಡಿಮೆ ಮಾಡಲು ಹಾಗೂ ಉರಿಯನ್ನು ನಿವಾರಿಸಲು ಸಹಾಯ ಮಾಡುತ್ತದೆ. ಸ್ವಲ್ಪವಾಗಿ ಬೆಳೆದ ಕಾಲುಬೆರಳ ಉಗುರಿನ ಅಂಚನ್ನು ನಿಧಾನಕ್ಕೆ ಎತ್ತಿ ಹತ್ತಿ, ಡೆಂಟಲ್ ಫ್ಲಾಸ್ ಅಥವಾ ಗಟ್ಟಿಯಾದ ಪಟ್ಟಿಯನ್ನು ಸುತ್ತಿ ಆಧಾರ ನೀಡುವುದು ಉಗುರು ಚರ್ಮಕ್ಕೆ ಒತ್ತದಂತೆ ಆದರ ಮೇಲೆ ಸರಿಯಾಗಿ ಬೆಳೆಯಲು ಸಹಾಯವಾಗುತ್ತದೆ. ಆ ಬಳಿಕ ಪ್ರತಿಜೀವಕ ಮುಲಾಮುಗಳನ್ನು ಹಚ್ಚಿ ಸೋಂಕು ಇದ್ದರೆ ಸೋಂಕುನಿವಾರಕ ಔಷಧಿಗಳನ್ನು ಹಚ್ಚಿ ಸರಿಪಡಿಸಬಹುದು. — [929, 1423, 1179, 1747]
masthead-rule — [23, 42, 1491, 45]
kudligi-byline: ಹೊಸಪೇಟೆ ಟೈಮ್ಸ್ ನ್ಯೂಸ್ — [23, 1613, 131, 1627]
nail-headline: ಕಾಲುಬೆರಳ ಒಳಗೆ ಬೆಳೆದ ಉಗುರಿನ ಸಮಸ್ಯೆ — [539, 987, 1356, 1050]
